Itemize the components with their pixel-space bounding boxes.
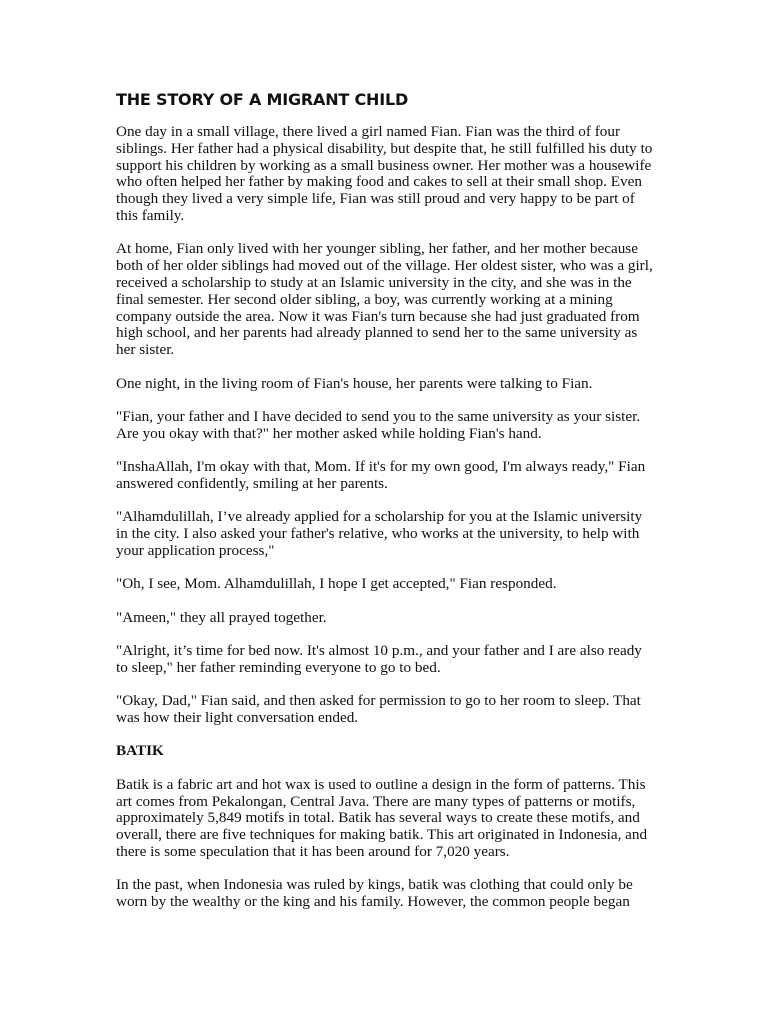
story-paragraph-8: "Ameen," they all prayed together. xyxy=(116,608,327,626)
story-paragraph-5: "InshaAllah, I'm okay with that, Mom. If it's for my own good, I'm always ready," Fian answered confidently, smiling at her parents. xyxy=(116,458,646,492)
story-paragraph-10: "Okay, Dad," Fian said, and then asked for permission to go to her room to sleep. That was how their light conversation ended. xyxy=(116,692,641,727)
batik-paragraph-1: Batik is a fabric art and hot wax is used to outline a design in the form of patterns. This art comes from Pekalongan, Central Java. There are many types of patterns or motifs, approximately 5,849 motifs in total. Batik has several ways to create these motifs, and overall, there are five techniques for making batik. This art originated in Indonesia, and there is some speculation that it has been around for 7,020 years. xyxy=(116,775,648,861)
batik-paragraph-2: In the past, when Indonesia was ruled by kings, batik was clothing that could only be worn by the wealthy or the king and his family. However, the common people began xyxy=(116,876,633,911)
story-paragraph-7: "Oh, I see, Mom. Alhamdulillah, I hope I get accepted," Fian responded. xyxy=(116,575,557,593)
document-page xyxy=(116,90,656,928)
story-paragraph-3: One night, in the living room of Fian's house, her parents were talking to Fian. xyxy=(116,374,593,392)
story-paragraph-2: At home, Fian only lived with her younger sibling, her father, and her mother because both of her older siblings had moved out of the village. Her oldest sister, who was a girl, received a scholarship to study at an Islamic university in the city, and she was in the final semester. Her second older sibling, a boy, was currently working at a mining company outside the area. Now it was Fian's turn because she had just graduated from high school, and her parents had already planned to send her to the same university as her sister. xyxy=(116,240,653,359)
story-paragraph-9: "Alright, it’s time for bed now. It's almost 10 p.m., and your father and I are also ready to sleep," her father reminding everyone to go to bed. xyxy=(116,642,642,676)
story-paragraph-6: "Alhamdulillah, I’ve already applied for a scholarship for you at the Islamic university in the city. I also asked your father's relative, who works at the university, to help with your application process," xyxy=(116,508,643,559)
story-paragraph-4: "Fian, your father and I have decided to send you to the same university as your sister. Are you okay with that?" her mother asked while holding Fian's hand. xyxy=(116,407,641,442)
batik-heading: BATIK xyxy=(116,742,164,760)
document-title: THE STORY OF A MIGRANT CHILD xyxy=(116,90,409,109)
story-paragraph-1: One day in a small village, there lived a girl named Fian. Fian was the third of four siblings. Her father had a physical disability, but despite that, he still fulfilled his duty to support his children by working as a small business owner. Her mother was a housewife who often helped her father by making food and cakes to sell at their small shop. Even though they lived a very simple life, Fian was still proud and very happy to be part of this family. xyxy=(116,123,653,224)
